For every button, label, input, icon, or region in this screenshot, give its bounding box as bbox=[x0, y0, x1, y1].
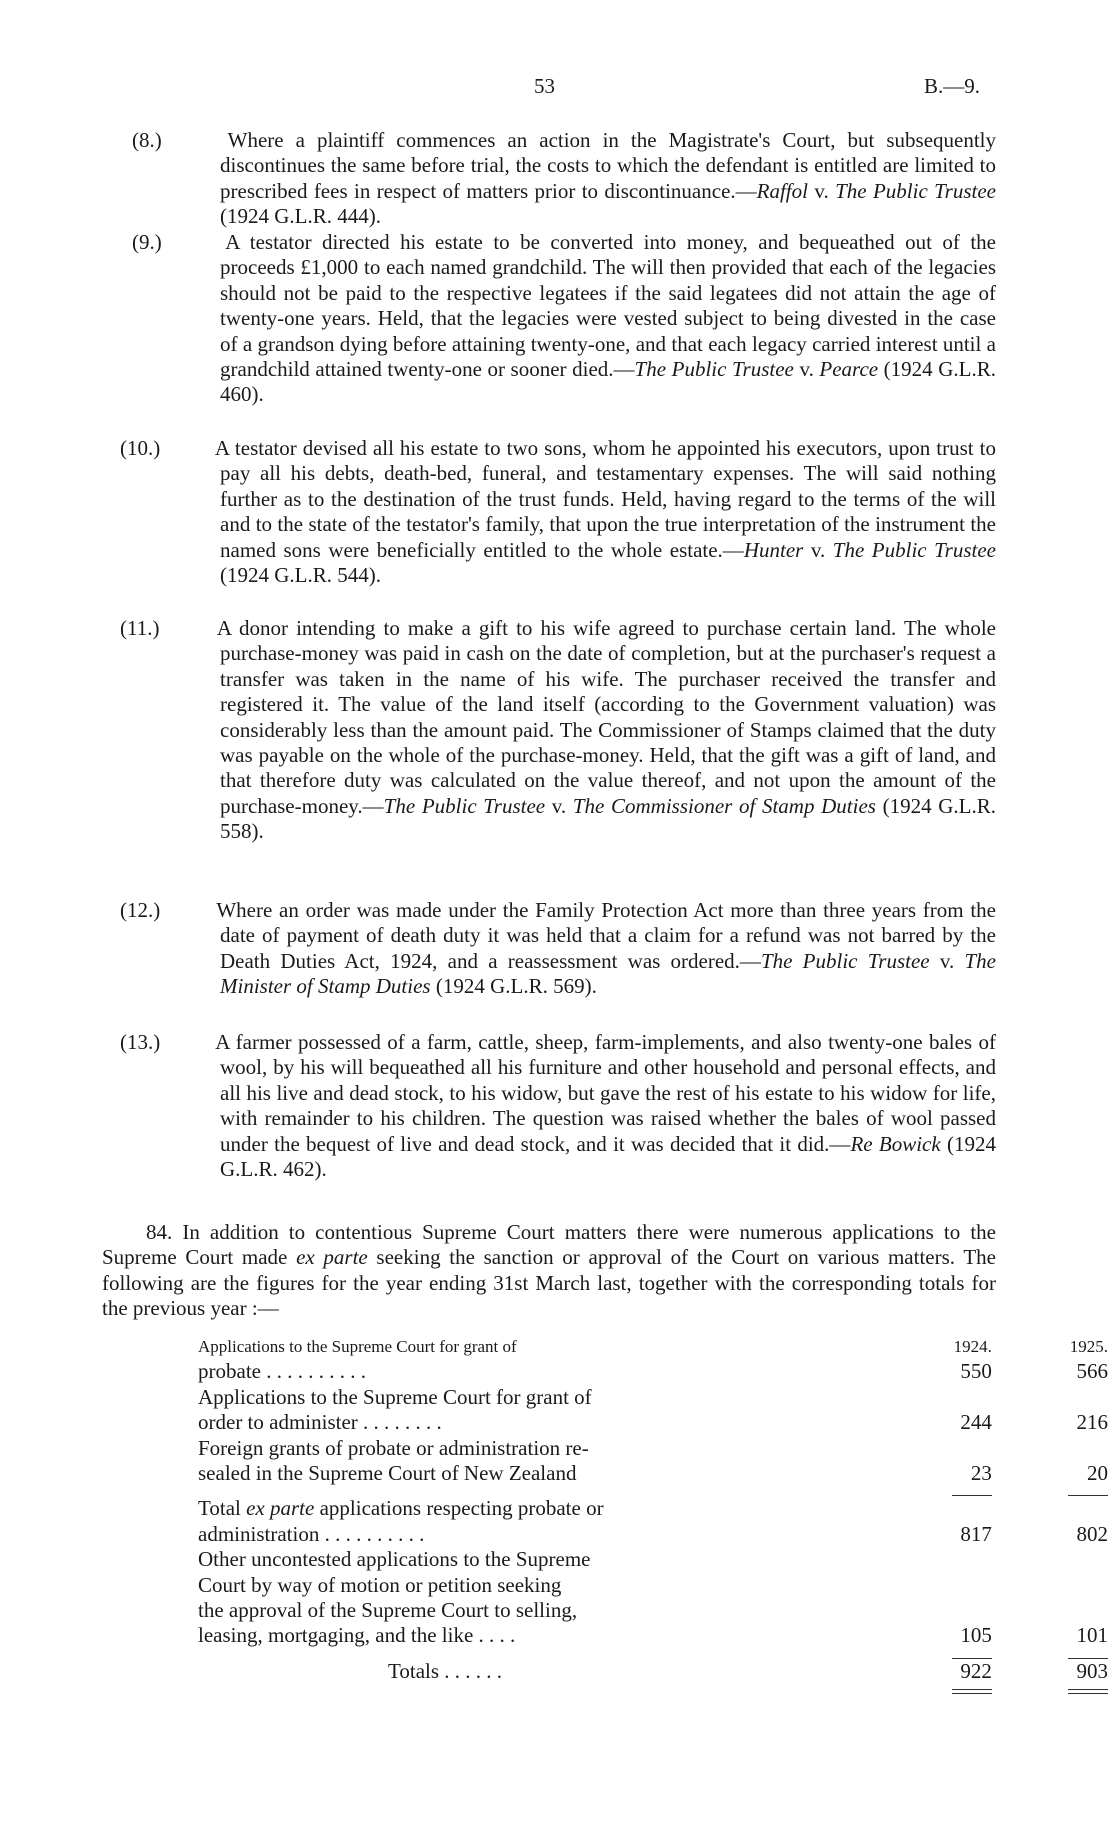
table-row bbox=[198, 1522, 1114, 1547]
case-item-8 bbox=[132, 128, 997, 230]
row-label-cont: the approval of the Supreme Court to selling, bbox=[198, 1598, 578, 1623]
page-header bbox=[0, 74, 1114, 104]
rule-row bbox=[198, 1486, 1114, 1496]
case-versus: v. bbox=[803, 537, 833, 562]
table-row bbox=[198, 1547, 1114, 1572]
case-versus: v. bbox=[545, 793, 573, 818]
value-1925: 101 bbox=[1076, 1623, 1108, 1648]
value-1924: 244 bbox=[960, 1410, 992, 1435]
row-label-cont: leasing, mortgaging, and the like . . . . bbox=[198, 1623, 516, 1648]
case-reference: (1924 G.L.R. 558). bbox=[220, 793, 996, 844]
page-number: 53 bbox=[534, 74, 555, 98]
item-number: (10.) bbox=[120, 436, 161, 460]
paragraph-tail: seeking the sanction or approval of the Court on various matters. The following are the figures for the year ending 31st March last, together with the corresponding totals for the previous year :— bbox=[102, 1245, 996, 1321]
item-text: A testator directed his estate to be converted into money, and bequeathed out of the proceeds £1,000 to each named grandchild. The will then provided that each of the legacies should not be paid to the respective legatees if the said legatees did not attain the age of twenty-one years. Held, that the legacies were vested subject to being divested in the case of a grandson dying before attaining twenty-one, and that each legacy carried interest until a grandchild attained twenty-one or sooner died.— bbox=[220, 230, 996, 382]
row-label: Other uncontested applications to the Supreme bbox=[198, 1547, 591, 1572]
case-party-a: The Public Trustee bbox=[760, 948, 930, 973]
case-versus: v. bbox=[807, 178, 836, 203]
rule-row bbox=[198, 1684, 1114, 1694]
totals-row bbox=[198, 1659, 1114, 1684]
row-label-cont: administration . . . . . . . . . . bbox=[198, 1521, 425, 1546]
table-row bbox=[198, 1598, 1114, 1623]
table-row bbox=[198, 1410, 1114, 1435]
case-party-b: The Minister of Stamp Duties bbox=[220, 948, 996, 999]
table-row bbox=[198, 1385, 1114, 1410]
applications-table bbox=[198, 1334, 1114, 1694]
item-text: A farmer possessed of a farm, cattle, sheep, farm-implements, and also twenty-one bales of wool, by his will bequeathed all his furniture and other household and personal effects, and all his live and dead stock, to his widow, but gave the rest of his estate to his widow for life, with remainder to his children. The question was raised whether the bales of wool passed under the bequest of live and dead stock, and it was decided that it did.— bbox=[215, 1030, 996, 1156]
value-1925: 566 bbox=[1076, 1359, 1108, 1384]
row-label-cont: order to administer . . . . . . . . bbox=[198, 1410, 442, 1435]
total-1925: 903 bbox=[1076, 1658, 1108, 1683]
case-reference: (1924 G.L.R. 460). bbox=[220, 357, 996, 407]
case-reference: (1924 G.L.R. 544). bbox=[220, 563, 381, 588]
paragraph-84 bbox=[102, 1220, 996, 1322]
case-reference: (1924 G.L.R. 444). bbox=[220, 204, 381, 229]
item-text: Where an order was made under the Family Protection Act more than three years from the date of payment of death duty it was held that a claim for a refund was not barred by the Death Duties Act, 1924, and a reassessment was ordered.— bbox=[216, 898, 996, 973]
case-item-11 bbox=[120, 616, 996, 845]
item-text: Where a plaintiff commences an action in the Magistrate's Court, but subsequently discontinues the same before trial, the costs to which the defendant is entitled are limited to prescribed fees in respect of matters prior to discontinuance.— bbox=[220, 128, 997, 203]
item-number: (11.) bbox=[120, 616, 160, 640]
row-label: Foreign grants of probate or administration re- bbox=[198, 1435, 589, 1460]
value-1924: 550 bbox=[960, 1359, 992, 1384]
row-label: Applications to the Supreme Court for grant of bbox=[198, 1384, 592, 1409]
case-versus: v. bbox=[793, 357, 820, 382]
paragraph-italic: ex parte bbox=[296, 1245, 368, 1270]
total-label-post: applications respecting probate or bbox=[314, 1496, 604, 1521]
totals-label: Totals . . . . . . bbox=[388, 1658, 503, 1683]
case-item-12 bbox=[120, 898, 996, 1000]
row-label-cont: Court by way of motion or petition seeking bbox=[198, 1572, 562, 1597]
row-label-cont: probate . . . . . . . . . . bbox=[198, 1359, 366, 1384]
case-item-9 bbox=[132, 230, 996, 408]
case-party-b: Pearce bbox=[819, 357, 879, 382]
double-rule bbox=[1068, 1689, 1108, 1694]
total-label-italic: ex parte bbox=[246, 1496, 315, 1521]
case-party-b: The Public Trustee bbox=[835, 178, 996, 203]
paragraph-lead: 84. In addition to contentious Supreme Court matters there were numerous applications to the Supreme Court made bbox=[102, 1220, 996, 1270]
case-party-a: Hunter bbox=[743, 537, 804, 562]
row-label-cont: sealed in the Supreme Court of New Zealand bbox=[198, 1461, 577, 1486]
case-party-a: Re Bowick bbox=[850, 1131, 941, 1156]
case-party-b: The Commissioner of Stamp Duties bbox=[572, 793, 876, 818]
value-1925: 20 bbox=[1087, 1461, 1108, 1486]
item-text: A testator devised all his estate to two sons, whom he appointed his executors, upon trust to pay all his debts, death-bed, funeral, and testamentary expenses. The will said nothing further as to the destination of the trust funds. Held, having regard to the terms of the will and to the state of the testator's family, that upon the true interpretation of the instrument the named sons were beneficially entitled to the whole estate.— bbox=[214, 436, 997, 562]
value-1925: 216 bbox=[1076, 1410, 1108, 1435]
item-number: (12.) bbox=[120, 898, 161, 922]
table-row bbox=[198, 1461, 1114, 1486]
double-rule bbox=[952, 1689, 992, 1694]
item-number: (9.) bbox=[132, 230, 162, 254]
value-1924: 105 bbox=[960, 1623, 992, 1648]
value-1924: 23 bbox=[970, 1461, 992, 1486]
case-party-a: The Public Trustee bbox=[383, 793, 546, 818]
year-2-header: 1925. bbox=[1069, 1337, 1108, 1356]
value-1924: 817 bbox=[960, 1521, 992, 1546]
case-party-a: The Public Trustee bbox=[634, 357, 794, 382]
table-row bbox=[198, 1496, 1114, 1521]
value-1925: 802 bbox=[1076, 1521, 1108, 1546]
case-item-13 bbox=[120, 1030, 996, 1182]
total-label-pre: Total bbox=[198, 1496, 247, 1521]
table-row bbox=[198, 1623, 1114, 1648]
case-reference: (1924 G.L.R. 569). bbox=[430, 974, 597, 999]
year-1-header: 1924. bbox=[953, 1337, 992, 1356]
item-number: (8.) bbox=[132, 128, 162, 152]
rule-row bbox=[198, 1649, 1114, 1659]
case-item-10 bbox=[120, 436, 997, 588]
row-label: Applications to the Supreme Court for grant of bbox=[198, 1337, 517, 1356]
table-row bbox=[198, 1359, 1114, 1384]
table-row bbox=[198, 1436, 1114, 1461]
item-text: A donor intending to make a gift to his wife agreed to purchase certain land. The whole purchase-money was paid in cash on the date of completion, but at the purchaser's request a transfer was taken in the name of his wife. The purchaser received the transfer and registered it. The value of the land itself (according to the Government valuation) was considerably less than the amount paid. The Commissioner of Stamps claimed that the duty was payable on the whole of the purchase-money. Held, that the gift was a gift of land, and that therefore duty was calculated on the value thereof, and not upon the amount of the purchase-money.— bbox=[216, 616, 996, 818]
table-header-row bbox=[198, 1334, 1114, 1359]
item-number: (13.) bbox=[120, 1030, 161, 1054]
total-1924: 922 bbox=[960, 1658, 992, 1683]
case-versus: v. bbox=[929, 948, 965, 973]
case-reference: (1924 G.L.R. 462). bbox=[220, 1131, 996, 1182]
case-party-a: Raffol bbox=[756, 178, 808, 203]
document-reference: B.—9. bbox=[924, 74, 981, 98]
table-row bbox=[198, 1573, 1114, 1598]
case-party-b: The Public Trustee bbox=[832, 537, 996, 562]
